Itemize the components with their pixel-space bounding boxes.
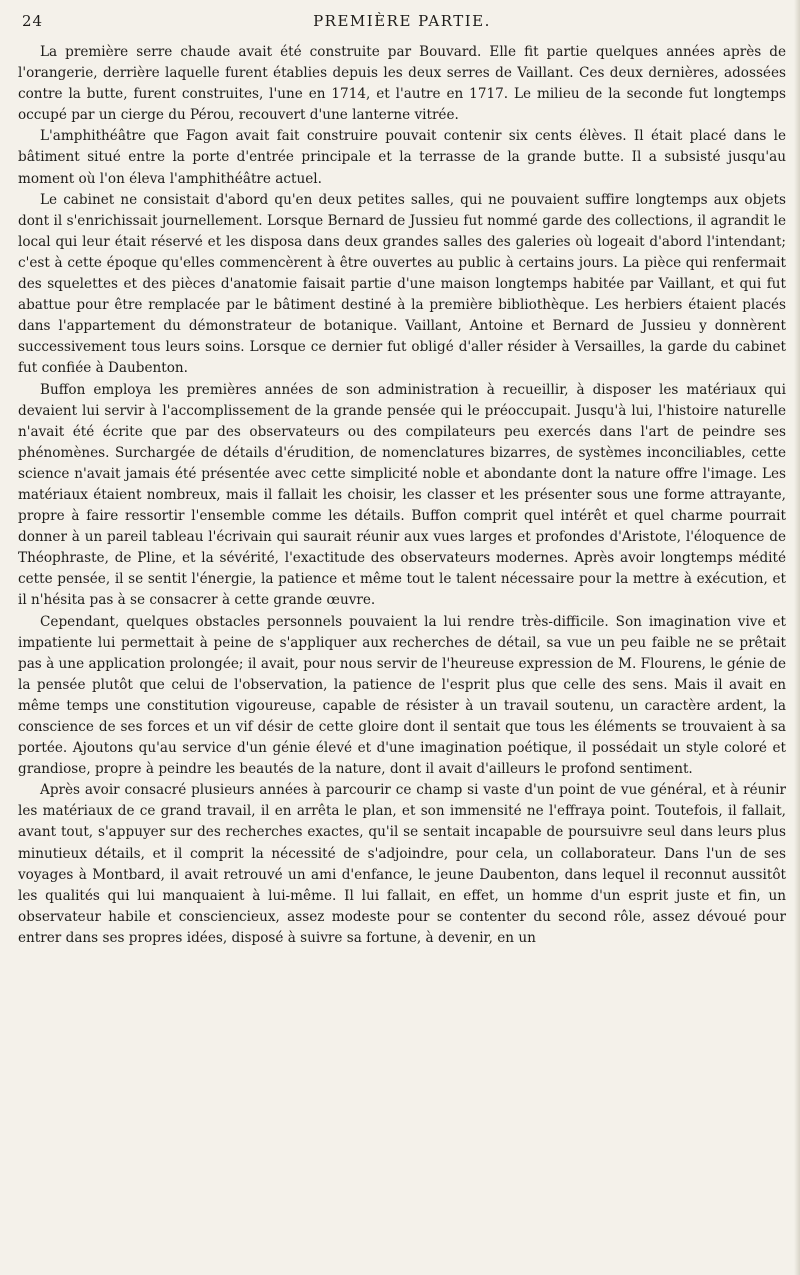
- page-header: [18, 8, 786, 42]
- running-head: PREMIÈRE PARTIE.: [313, 12, 491, 30]
- page-number: 24: [22, 12, 44, 30]
- paragraph-daubenton: Après avoir consacré plusieurs années à parcourir ce champ si vaste d'un point de vue général, et à réunir les matériaux de ce grand travail, il en arrêta le plan, et son immensité ne l'effraya point. Toutefois, il fallait, avant tout, s'appuyer sur des recherches exactes, qu'il se sentait incapable de poursuivre seul dans leurs plus minutieux détails, et il comprit la nécessité de s'adjoindre, pour cela, un collaborateur. Dans l'un de ses voyages à Montbard, il avait retrouvé un ami d'enfance, le jeune Daubenton, dans lequel il reconnut aussitôt les qualités qui lui manquaient à lui-même. Il lui fallait, en effet, un homme d'un esprit juste et fin, un observateur habile et consciencieux, assez modeste pour se contenter du second rôle, assez dévoué pour entrer dans ses propres idées, disposé à suivre sa fortune, à devenir, en un: [18, 782, 786, 946]
- paragraph-obstacles: Cependant, quelques obstacles personnels pouvaient la lui rendre très-difficile. Son imagination vive et impatiente lui permettait à peine de s'appliquer aux recherches de détail, sa vue un peu faible ne se prêtait pas à une application prolongée; il avait, pour nous servir de l'heureuse expression de M. Flourens, le génie de la pensée plutôt que celui de l'observation, la patience de l'esprit plus que celle des sens. Mais il avait en même temps une constitution vigoureuse, capable de résister à un travail soutenu, un caractère ardent, la conscience de ses forces et un vif désir de cette gloire dont il sentait que tous les éléments se trouvaient à sa portée. Ajoutons qu'au service d'un génie élevé et d'une imagination poétique, il possédait un style coloré et grandiose, propre à peindre les beautés de la nature, dont il avait d'ailleurs le profond sentiment.: [18, 613, 786, 778]
- paragraph-serres: La première serre chaude avait été construite par Bouvard. Elle fit partie quelques années après de l'orangerie, derrière laquelle furent établies depuis les deux serres de Vaillant. Ces deux dernières, adossées contre la butte, furent construites, l'une en 1714, et l'autre en 1717. Le milieu de la seconde fut longtemps occupé par un cierge du Pérou, recouvert d'une lanterne vitrée.: [18, 44, 786, 124]
- page-edge-shadow: [794, 0, 800, 1275]
- paragraph-buffon-materiaux: Buffon employa les premières années de son administration à recueillir, à disposer les matériaux qui devaient lui servir à l'accomplissement de la grande pensée qui le préoccupait. Jusqu'à lui, l'histoire naturelle n'avait été écrite que par des observateurs ou des compilateurs peu exercés dans l'art de peindre ses phénomènes. Surchargée de détails d'érudition, de nomenclatures bizarres, de systèmes inconciliables, cette science n'avait jamais été présentée avec cette simplicité noble et abondante dont la nature offre l'image. Les matériaux étaient nombreux, mais il fallait les choisir, les classer et les présenter sous une forme attrayante, propre à faire ressortir l'ensemble comme les détails. Buffon comprit quel intérêt et quel charme pourrait donner à un pareil tableau l'écrivain qui saurait réunir aux vues larges et profondes d'Aristote, l'éloquence de Théophraste, de Pline, et la sévérité, l'exactitude des observateurs modernes. Après avoir longtemps médité cette pensée, il se sentit l'énergie, la patience et même tout le talent nécessaire pour la mettre à exécution, et il n'hésita pas à se consacrer à cette grande œuvre.: [18, 381, 786, 609]
- paragraph-cabinet: Le cabinet ne consistait d'abord qu'en deux petites salles, qui ne pouvaient suffire longtemps aux objets dont il s'enrichissait journellement. Lorsque Bernard de Jussieu fut nommé garde des collections, il agrandit le local qui leur était réservé et les disposa dans deux grandes salles des galeries où logeait d'abord l'intendant; c'est à cette époque qu'elles commencèrent à être ouvertes au public à certains jours. La pièce qui renfermait des squelettes et des pièces d'anatomie faisait partie d'une maison longtemps habitée par Vaillant, et qui fut abattue pour être remplacée par le bâtiment destiné à la première bibliothèque. Les herbiers étaient placés dans l'appartement du démonstrateur de botanique. Vaillant, Antoine et Bernard de Jussieu y donnèrent successivement tous leurs soins. Lorsque ce dernier fut obligé d'aller résider à Versailles, la garde du cabinet fut confiée à Daubenton.: [18, 191, 786, 377]
- paragraph-amphitheatre: L'amphithéâtre que Fagon avait fait construire pouvait contenir six cents élèves. Il était placé dans le bâtiment situé entre la porte d'entrée principale et la terrasse de la grande butte. Il a subsisté jusqu'au moment où l'on éleva l'amphithéâtre actuel.: [18, 128, 786, 187]
- body-text: [18, 42, 786, 949]
